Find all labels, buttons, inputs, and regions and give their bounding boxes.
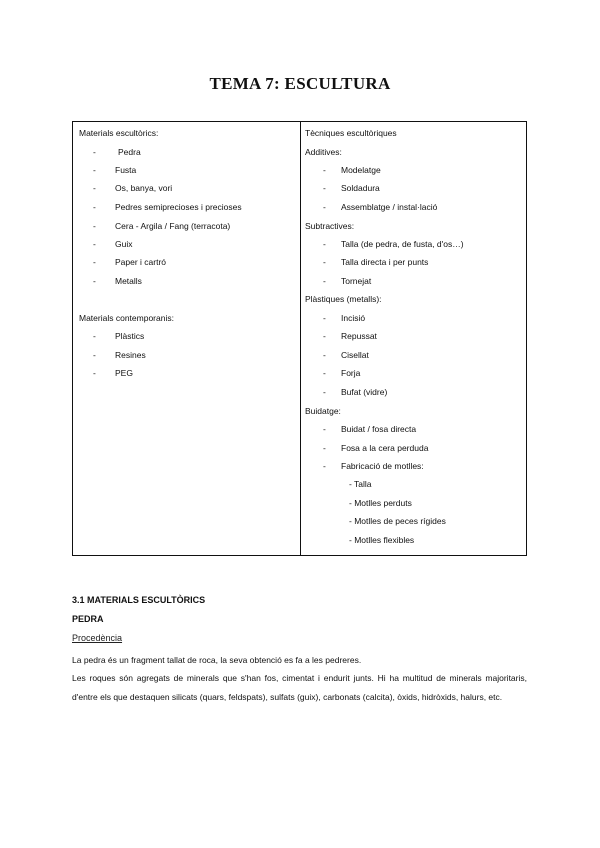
column-divider (300, 122, 301, 555)
subsection-heading: PEDRA (72, 614, 104, 624)
summary-table: Materials escultòrics: - Pedra - Fusta - Os, banya, vori - Pedres semiprecioses i precioses - Cera - Argila / Fang (terracota) - Guix - Paper i cartró - Metalls Materials contemporanis: - Plàstics - Resines - PEG Tècniques escultòriques Additives: - Modelatge - Soldadura - Assemblatge / instal·lació Subtractives: - Talla (de pedra, de fusta, d'os…) - Talla directa i per punts - Tornejat Plàstiques (metalls): - Incisió - Repussat - Cisellat - Forja - Bufat (vidre) Buidatge: - Buidat / fosa directa - Fosa a la cera perduda - Fabricació de motlles: - Talla - Motlles perduts - Motlles de peces rígides - Motlles flexibles (72, 121, 527, 556)
section-heading: 3.1 MATERIALS ESCULTÒRICS (72, 595, 206, 605)
sub-list-item: - Motlles de peces rígides (349, 516, 446, 526)
subtractives-heading: Subtractives: (305, 221, 355, 231)
materials-heading: Materials escultòrics: (79, 128, 159, 138)
sub-list-item: - Motlles perduts (349, 498, 412, 508)
document-title: TEMA 7: ESCULTURA (209, 74, 391, 93)
underlined-heading: Procedència (72, 633, 123, 643)
additives-heading: Additives: (305, 147, 342, 157)
techniques-heading: Tècniques escultòriques (305, 128, 397, 138)
paragraph: La pedra és un fragment tallat de roca, la seva obtenció es fa a les pedreres. (72, 655, 362, 665)
buidatge-heading: Buidatge: (305, 406, 341, 416)
plastiques-heading: Plàstiques (metalls): (305, 294, 382, 304)
sub-list-item: - Motlles flexibles (349, 535, 415, 545)
sub-list-item: - Talla (349, 479, 372, 489)
contemporary-heading: Materials contemporanis: (79, 313, 174, 323)
paragraph: Les roques són agregats de minerals que s'han fos, cimentat i endurit junts. Hi ha multitud de minerals majoritaris, d'entre els que destaquen silicats (quars, feldspats), sulfats (guix), carbonats (calcita), òxids, hidròxids, halurs, etc. (72, 673, 527, 702)
